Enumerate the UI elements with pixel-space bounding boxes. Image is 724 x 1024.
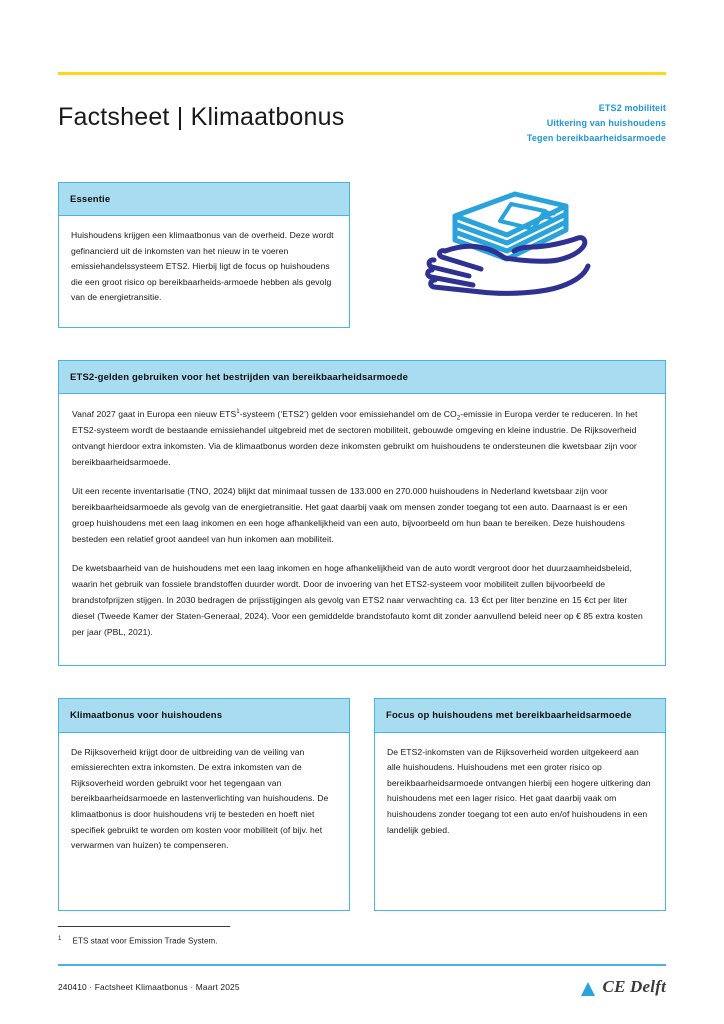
- focus-box-header: Focus op huishoudens met bereikbaarheidsarmoede: [375, 699, 665, 732]
- document-header: [58, 97, 666, 146]
- footer-accent-rule: [58, 964, 666, 966]
- focus-paragraph: De ETS2-inkomsten van de Rijksoverheid worden uitgekeerd aan alle huishoudens. Huishoudens met een groter risico op bereikbaarheidsarmoede ontvangen hierbij een hogere uitkering dan huishoudens met een lager risico. Het gaat daarbij vaak om huishoudens zonder toegang tot een auto en/of huishoudens in een landelijk gebied.: [387, 746, 651, 835]
- footer-reference-text: 240410 · Factsheet Klimaatbonus · Maart 2025: [58, 982, 240, 992]
- klimaatbonus-box-header: Klimaatbonus voor huishoudens: [59, 699, 349, 732]
- essentie-box-body: [59, 216, 349, 327]
- footnote-reference[interactable]: 1: [236, 408, 240, 416]
- footnote-number: 1: [58, 935, 62, 943]
- main-paragraph-1-part-c: -emissie in Europa verder te reduceren. In het ETS2-systeem wordt de bestaande emissiehandel uitgebreid met de sectoren mobiliteit, gebouwde omgeving en kleine industrie. De Rijksoverheid ontvangt hierdoor extra inkomsten. Via de klimaatbonus worden deze inkomsten gebruikt om huishoudens te ondersteunen die kwetsbaar zijn voor bereikbaarheidsarmoede.: [72, 409, 638, 468]
- header-subtitle-line-1: ETS2 mobiliteit: [598, 103, 666, 113]
- page-title: Factsheet | Klimaatbonus: [58, 103, 345, 131]
- header-subtitle-line-3: Tegen bereikbaarheidsarmoede: [526, 132, 666, 143]
- hand-receiving-banknotes-icon: [421, 190, 596, 300]
- main-paragraph-1-part-b: -systeem (‘ETS2’) gelden voor emissiehandel om de CO: [239, 409, 457, 420]
- ets2-main-box-body: [59, 394, 665, 665]
- page-footer: [58, 972, 666, 1002]
- essentie-row: [58, 182, 666, 328]
- essentie-box-header: Essentie: [59, 183, 349, 216]
- klimaatbonus-box: [58, 698, 350, 910]
- two-column-boxes: [58, 698, 666, 910]
- co2-subscript: 2: [456, 415, 461, 423]
- focus-box-body: [375, 733, 665, 910]
- essentie-paragraph: Huishoudens krijgen een klimaatbonus van de overheid. Deze wordt gefinancierd uit de inkomsten van het nieuw in te voeren emissiehandelssysteem ETS2. Hierbij ligt de focus op huishoudens die een groot risico op bereikbaarheids-armoede hebben als gevolg van de energietransitie.: [71, 229, 334, 303]
- ce-delft-wordmark: CE Delft: [602, 977, 666, 996]
- main-paragraph-2: Uit een recente inventarisatie (TNO, 2024) blijkt dat minimaal tussen de 133.000 en 270.000 huishoudens in Nederland kwetsbaar zijn voor bereikbaarheidsarmoede als gevolg van de energietransitie. Het gaat daarbij vaak om mensen zonder toegang tot een auto. Daarnaast is er een groep huishoudens met een laag inkomen en een hoge afhankelijkheid van een auto, bijvoorbeeld om hun baan te bereiken. Deze huishoudens besteden een relatief groot aandeel van hun inkomen aan mobiliteit.: [72, 486, 628, 545]
- ce-delft-logo: [548, 972, 666, 1002]
- header-subtitle-line-2: Uitkering van huishoudens: [546, 117, 666, 128]
- top-accent-rule: [58, 72, 666, 75]
- main-paragraph-3: De kwetsbaarheid van de huishoudens met een laag inkomen en hoge afhankelijkheid van de auto wordt vergroot door het duurzaamheidsbeleid, waarin het gebruik van fossiele brandstoffen duurder wordt. Door de invoering van het ETS2-systeem voor mobiliteit zullen bijvoorbeeld de brandstofprijzen stijgen. In 2030 bedragen de prijsstijgingen als gevolg van ETS2 naar verwachting ca. 13 €ct per liter benzine en 15 €ct per liter diesel (Tweede Kamer der Staten-Generaal, 2024). Voor een gemiddelde brandstofauto komt dit zonder aanvullend beleid neer op € 85 extra kosten per jaar (PBL, 2021).: [72, 563, 643, 638]
- footnote-text: ETS staat voor Emission Trade System.: [72, 937, 218, 946]
- footnote-separator-rule: [58, 926, 230, 927]
- header-subtitle-block: [527, 97, 666, 146]
- main-paragraph-1: [72, 407, 652, 471]
- ets2-main-box-header: ETS2-gelden gebruiken voor het bestrijden van bereikbaarheidsarmoede: [59, 361, 665, 394]
- footnote-item: [58, 934, 666, 948]
- ets2-main-box: [58, 360, 666, 666]
- klimaatbonus-paragraph: De Rijksoverheid krijgt door de uitbreiding van de veiling van emissierechten extra inkomsten. De extra inkomsten van de Rijksoverheid worden gebruikt voor het tegengaan van bereikbaarheidsarmoede en lastenverlichting van huishoudens. De klimaatbonus is door huishoudens vrij te besteden en hoeft niet specifiek gebruikt te worden om kosten voor mobiliteit (of bijv. het verwarmen van huizen) te compenseren.: [71, 746, 329, 851]
- illustration-container: [350, 182, 666, 300]
- footnote-block: [58, 926, 666, 948]
- ce-delft-mark-icon: [548, 972, 598, 1002]
- klimaatbonus-box-body: [59, 733, 349, 910]
- essentie-box: [58, 182, 350, 328]
- main-paragraph-1-part-a: Vanaf 2027 gaat in Europa een nieuw ETS: [72, 409, 237, 420]
- focus-box: [374, 698, 666, 910]
